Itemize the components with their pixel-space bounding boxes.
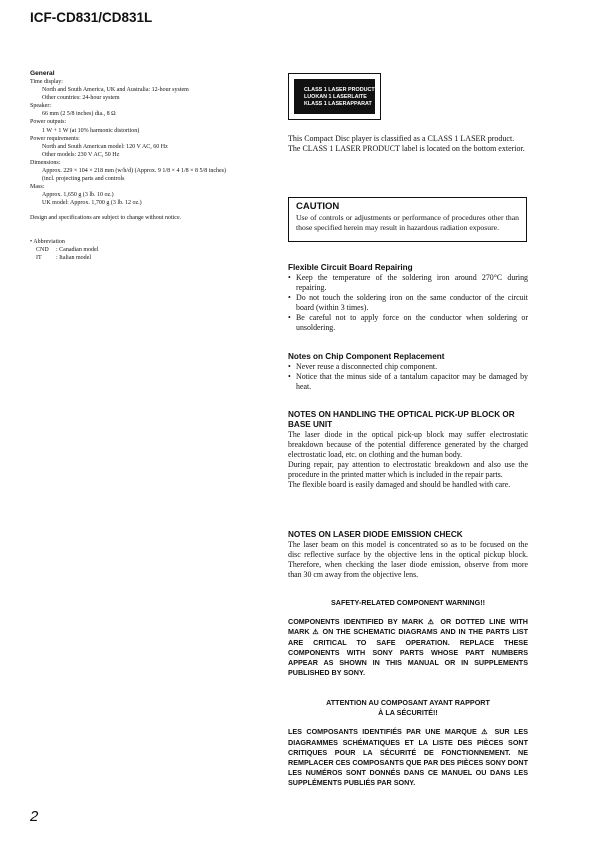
power-req-label: Power requirements: (30, 135, 80, 142)
attention-title-2: À LA SÉCURITÉ!! (378, 708, 438, 718)
page-title: ICF-CD831/CD831L (30, 10, 153, 25)
list-item-text: Keep the temperature of the soldering iron around 270°C during repairing. (296, 273, 528, 292)
page-number: 2 (30, 808, 39, 825)
power-req-na: North and South American model: 120 V AC, 60 Hz (42, 143, 168, 150)
power-outputs-label: Power outputs: (30, 119, 67, 126)
list-item: • Never reuse a disconnected chip component. (288, 362, 528, 372)
laser-label-line2: LUOKAN 1 LASERLAITE (304, 94, 367, 100)
speaker-label: Speaker: (30, 103, 51, 110)
flexible-title: Flexible Circuit Board Repairing (288, 263, 413, 272)
dimensions-value: Approx. 229 × 104 × 218 mm (w/h/d) (Approx. 9 1/8 × 4 1/8 × 8 5/8 inches)(incl. projecting parts and controls (42, 168, 227, 183)
laser-label-line1: CLASS 1 LASER PRODUCT (304, 87, 375, 93)
laser-class-label-plate (294, 79, 375, 114)
optical-section (288, 410, 528, 490)
safety-section (288, 598, 528, 678)
list-item: • Keep the temperature of the soldering iron around 270°C during repairing. (288, 273, 528, 292)
safety-title: SAFETY-RELATED COMPONENT WARNING!! (331, 598, 485, 607)
list-item-text: Be careful not to apply force on the conductor when soldering or unsoldering. (296, 313, 528, 332)
abbreviation-item (30, 246, 230, 254)
abbreviation-key: IT (36, 254, 42, 261)
optical-p1: The laser diode in the optical pick-up block may suffer electrostatic breakdown because of the potential difference generated by the charged electrostatic load, etc. on clothing and the human body. (288, 430, 528, 459)
time-display-na: North and South America, UK and Australia: 12-hour system (42, 87, 189, 94)
optical-title: NOTES ON HANDLING THE OPTICAL PICK-UP BLOCK OR BASE UNIT (288, 410, 515, 429)
list-item: • Notice that the minus side of a tantalum capacitor may be damaged by heat. (288, 372, 528, 391)
abbreviation-value: : Canadian model (56, 246, 99, 253)
power-outputs-value: 1 W + 1 W (at 10% harmonic distortion) (42, 127, 140, 134)
abbreviation-key: CND (36, 246, 49, 253)
caution-title: CAUTION (296, 201, 340, 212)
laser-label-line3: KLASS 1 LASERAPPARAT (304, 101, 372, 107)
list-item-text: Notice that the minus side of a tantalum capacitor may be damaged by heat. (296, 372, 528, 391)
time-display-label: Time display: (30, 79, 63, 85)
mass-value: Approx. 1,650 g (3 lb. 10 oz.) (42, 192, 114, 199)
mass-label: Mass: (30, 184, 45, 191)
caution-box (288, 197, 527, 242)
laser-diode-body: The laser beam on this model is concentrated so as to be focused on the disc reflective surface by the objective lens in the optical pickup block. Therefore, when checking the laser diode emission, observe from more than 30 cm away from the objective lens. (288, 540, 528, 579)
power-req-other: Other models: 230 V AC, 50 Hz (42, 151, 120, 158)
mass-uk: UK model: Approx. 1,700 g (3 lb. 12 oz.) (42, 200, 142, 207)
specs-note: Design and specifications are subject to change without notice. (30, 214, 182, 221)
laser-diode-title: NOTES ON LASER DIODE EMISSION CHECK (288, 530, 463, 539)
time-display-other: Other countries: 24-hour system (42, 95, 120, 102)
flexible-section (288, 263, 528, 333)
attention-title-1: ATTENTION AU COMPOSANT AYANT RAPPORT (326, 698, 490, 707)
list-item-text: Do not touch the soldering iron on the same conductor of the circuit board (within 3 times). (296, 293, 528, 312)
abbreviation-title: • Abbreviation (30, 238, 65, 245)
abbreviation-item (30, 254, 230, 262)
specs-heading: General (30, 70, 55, 77)
dimensions-label: Dimensions: (30, 159, 61, 166)
optical-p2: During repair, pay attention to electrostatic breakdown and also use the procedure in the printed matter which is included in the repair parts. (288, 460, 528, 479)
speaker-value: 66 mm (2 5/8 inches) dia., 8 Ω (42, 111, 116, 118)
list-item-text: Never reuse a disconnected chip component. (296, 362, 438, 371)
laser-class-label (288, 73, 381, 120)
abbreviation-value: : Italian model (56, 254, 91, 261)
optical-p3: The flexible board is easily damaged and should be handled with care. (288, 480, 511, 489)
attention-body: LES COMPOSANTS IDENTIFIÉS PAR UNE MARQUE ⚠ SUR LES DIAGRAMMES SCHÉMATIQUES ET LA LISTE DES PIÈCES SONT CRITIQUES POUR LA SÉCURITÉ DE FONCTIONNEMENT. NE REMPLACER CES COMPOSANTS QUE PAR DES PIÈCES SONY DONT LES NUMÉROS SONT DONNÉS DANS CE MANUEL OU DANS LES SUPPLÉMENTS PUBLIÉS PAR SONY. (288, 727, 528, 788)
laser-diode-section (288, 530, 528, 580)
caution-body: Use of controls or adjustments or performance of procedures other than those specified herein may result in hazardous radiation exposure. (296, 213, 519, 232)
laser-classification-text: This Compact Disc player is classified as a CLASS 1 LASER product. The CLASS 1 LASER PRODUCT label is located on the bottom exterior. (288, 134, 525, 154)
list-item: • Be careful not to apply force on the conductor when soldering or unsoldering. (288, 313, 528, 332)
chip-title: Notes on Chip Component Replacement (288, 352, 445, 361)
chip-section (288, 352, 528, 392)
attention-section (288, 698, 528, 789)
safety-body: COMPONENTS IDENTIFIED BY MARK ⚠ OR DOTTED LINE WITH MARK ⚠ ON THE SCHEMATIC DIAGRAMS AND IN THE PARTS LIST ARE CRITICAL TO SAFE OPERATION. REPLACE THESE COMPONENTS WITH SONY PARTS WHOSE PART NUMBERS APPEAR AS SHOWN IN THIS MANUAL OR IN SUPPLEMENTS PUBLISHED BY SONY. (288, 617, 528, 678)
list-item: • Do not touch the soldering iron on the same conductor of the circuit board (within 3 times). (288, 293, 528, 312)
specifications (30, 70, 230, 262)
